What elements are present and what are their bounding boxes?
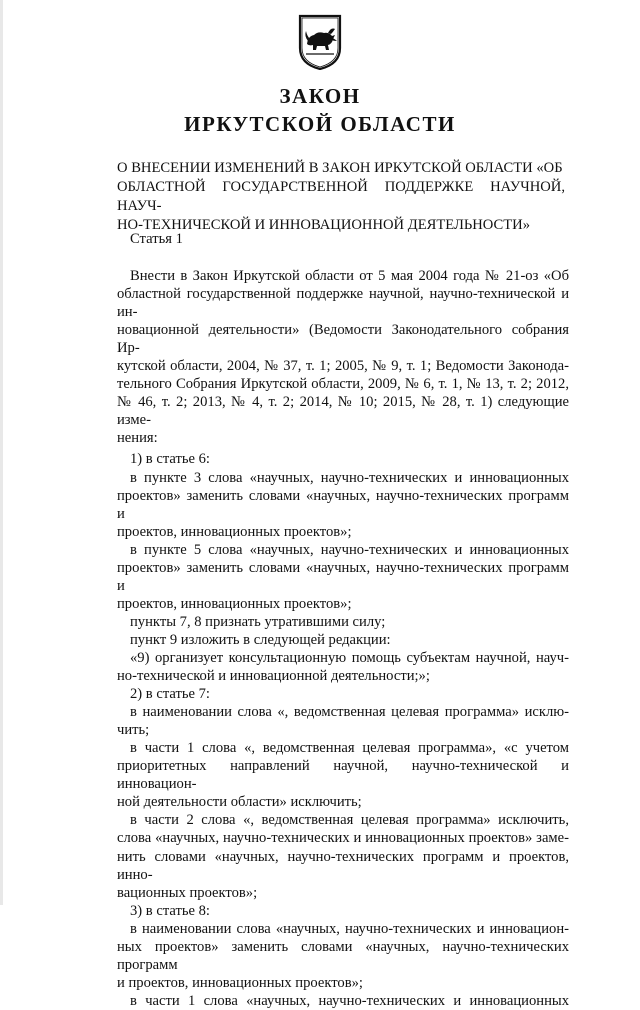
- law-title: ЗАКОН: [279, 84, 361, 108]
- body-line: областной государственной поддержке научной, научно-технической и ин-: [117, 286, 569, 321]
- body-line: в пункте 3 слова «научных, научно-технических и инновационных: [130, 469, 569, 486]
- body-line: слова «научных, научно-технических и инновационных проектов» заме-: [117, 830, 569, 847]
- body-paragraph: [117, 469, 569, 541]
- region-title: ИРКУТСКОЙ ОБЛАСТИ: [184, 112, 456, 136]
- body-line: вационных проектов»;: [117, 884, 258, 901]
- body-paragraph: [117, 739, 569, 811]
- body-line: проектов» заменить словами «научных, научно-технических программ и: [117, 487, 569, 522]
- subject-line: ОБЛАСТНОЙ ГОСУДАРСТВЕННОЙ ПОДДЕРЖКЕ НАУЧНОЙ, НАУЧ-: [117, 179, 565, 214]
- body-paragraph: [117, 450, 569, 468]
- article-heading: Статья 1: [130, 231, 183, 247]
- body-paragraph: [117, 992, 569, 1010]
- body-line: в наименовании слова «, ведомственная целевая программа» исклю-: [130, 704, 569, 721]
- body-line: нения:: [117, 430, 158, 447]
- subject-line: О ВНЕСЕНИИ ИЗМЕНЕНИЙ В ЗАКОН ИРКУТСКОЙ ОБЛАСТИ «ОБ: [117, 160, 563, 176]
- body-line: Внести в Закон Иркутской области от 5 мая 2004 года № 21-оз «Об: [130, 268, 569, 284]
- body-paragraph: [117, 541, 569, 613]
- body-paragraph: [117, 685, 569, 703]
- body-line: в наименовании слова «научных, научно-технических и инновацион-: [130, 920, 569, 937]
- body-line: 2) в статье 7:: [130, 686, 210, 703]
- body-line: ных проектов» заменить словами «научных, научно-технических программ: [117, 938, 569, 973]
- body-line: но-технической и инновационной деятельности;»;: [117, 668, 430, 685]
- body-line: 3) в статье 8:: [130, 902, 210, 919]
- body-line: в пункте 5 слова «научных, научно-технических и инновационных: [130, 541, 569, 558]
- body-paragraph: [117, 703, 569, 739]
- body-paragraph: [117, 902, 569, 920]
- body-line: «9) организует консультационную помощь субъектам научной, науч-: [130, 649, 569, 666]
- subject-line: НО-ТЕХНИЧЕСКОЙ И ИННОВАЦИОННОЙ ДЕЯТЕЛЬНОСТИ»: [117, 217, 530, 233]
- body-paragraph: [117, 631, 569, 649]
- body-line: в части 1 слова «, ведомственная целевая программа», «с учетом: [130, 740, 569, 757]
- law-body: [117, 267, 569, 1010]
- body-line: в части 2 слова «, ведомственная целевая программа» исключить,: [130, 812, 569, 829]
- body-line: нить словами «научных, научно-технических программ и проектов, инно-: [117, 848, 569, 883]
- body-paragraph: [117, 613, 569, 631]
- body-paragraph: [117, 267, 569, 447]
- body-line: кутской области, 2004, № 37, т. 1; 2005, № 9, т. 1; Ведомости Законода-: [117, 358, 569, 375]
- body-line: тельного Собрания Иркутской области, 2009, № 6, т. 1, № 13, т. 2; 2012,: [117, 376, 569, 393]
- body-paragraph: [117, 649, 569, 685]
- body-line: чить;: [117, 722, 150, 739]
- body-line: пункт 9 изложить в следующей редакции:: [130, 631, 391, 648]
- body-line: проектов» заменить словами «научных, научно-технических программ и: [117, 559, 569, 594]
- body-line: проектов, инновационных проектов»;: [117, 595, 352, 612]
- law-subject: [117, 159, 565, 235]
- body-line: в части 1 слова «научных, научно-технических и инновационных: [130, 992, 569, 1009]
- body-paragraph: [117, 811, 569, 901]
- irkutsk-coat-of-arms-icon: [298, 14, 342, 70]
- body-line: и проектов, инновационных проектов»;: [117, 974, 363, 991]
- body-line: 1) в статье 6:: [130, 451, 210, 468]
- body-line: № 46, т. 2; 2013, № 4, т. 2; 2014, № 10; 2015, № 28, т. 1) следующие изме-: [117, 394, 569, 429]
- body-line: пункты 7, 8 признать утратившими силу;: [130, 613, 386, 630]
- body-paragraph: [117, 920, 569, 992]
- body-line: приоритетных направлений научной, научно-технической и инновацион-: [117, 758, 569, 793]
- body-line: проектов, инновационных проектов»;: [117, 523, 352, 540]
- body-line: новационной деятельности» (Ведомости Законодательного собрания Ир-: [117, 322, 569, 357]
- body-line: ной деятельности области» исключить;: [117, 794, 362, 811]
